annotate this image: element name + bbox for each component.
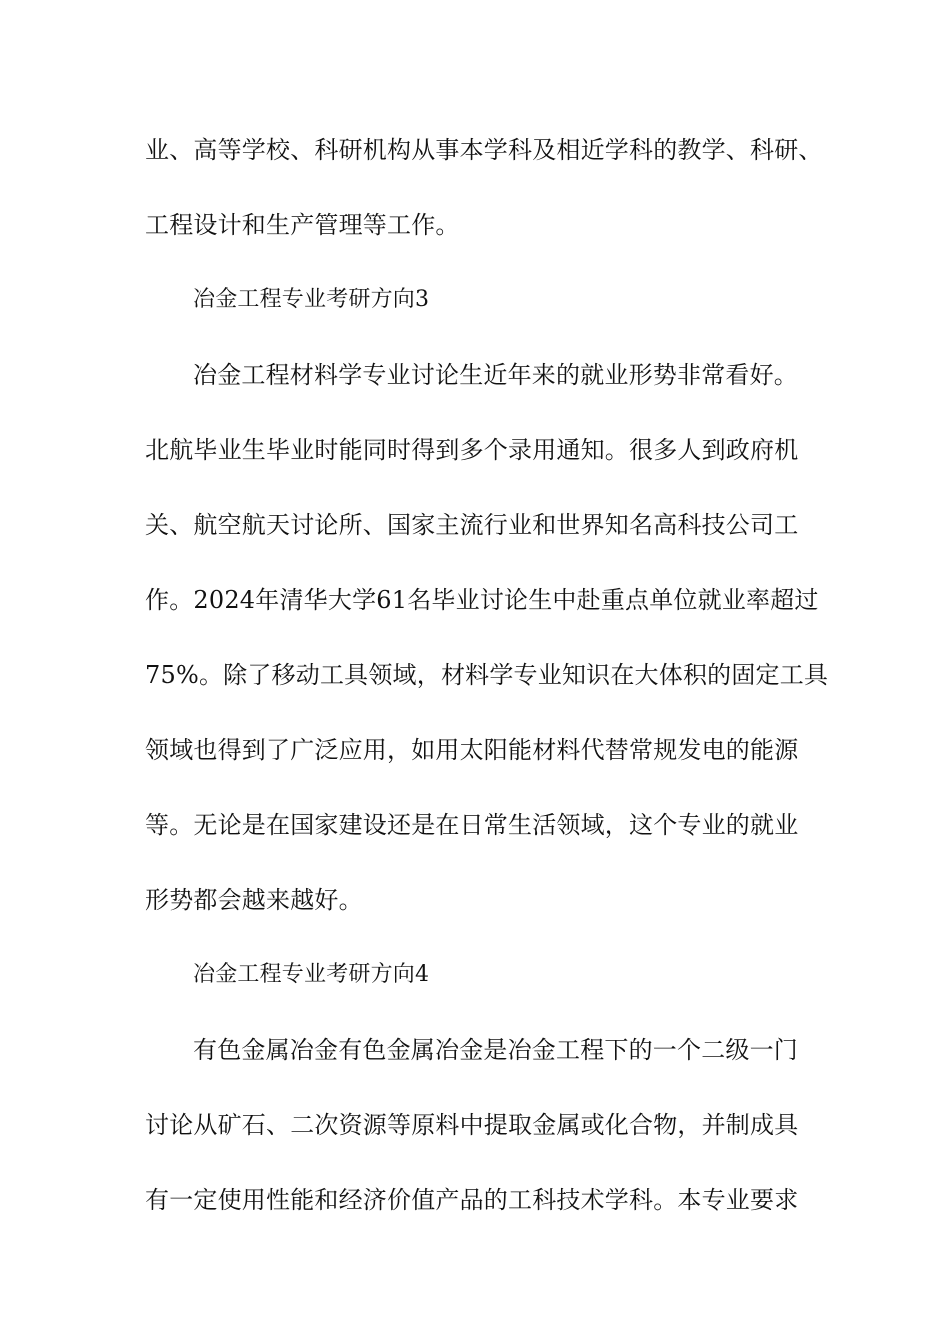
section-heading: 冶金工程专业考研方向4 xyxy=(193,962,430,987)
paragraph-line: 工程设计和生产管理等工作。 xyxy=(145,211,460,239)
paragraph-line: 等。无论是在国家建设还是在日常生活领域，这个专业的就业 xyxy=(145,811,799,839)
paragraph-line: 冶金工程材料学专业讨论生近年来的就业形势非常看好。 xyxy=(193,361,798,389)
section-heading: 冶金工程专业考研方向3 xyxy=(193,287,430,312)
paragraph-line: 讨论从矿石、二次资源等原料中提取金属或化合物，并制成具 xyxy=(145,1111,799,1139)
paragraph-line: 作。2024年清华大学61名毕业讨论生中赴重点单位就业率超过 xyxy=(145,586,819,614)
paragraph-line: 业、高等学校、科研机构从事本学科及相近学科的教学、科研、 xyxy=(145,136,823,164)
paragraph-line: 北航毕业生毕业时能同时得到多个录用通知。很多人到政府机 xyxy=(145,436,799,464)
paragraph-line: 关、航空航天讨论所、国家主流行业和世界知名高科技公司工 xyxy=(145,511,799,539)
paragraph-line: 领域也得到了广泛应用，如用太阳能材料代替常规发电的能源 xyxy=(145,736,799,764)
paragraph-line: 有一定使用性能和经济价值产品的工科技术学科。本专业要求 xyxy=(145,1186,799,1214)
paragraph-line: 形势都会越来越好。 xyxy=(145,886,363,914)
paragraph-line: 75%。除了移动工具领域，材料学专业知识在大体积的固定工具 xyxy=(145,661,829,689)
paragraph-line: 有色金属冶金有色金属冶金是冶金工程下的一个二级一门 xyxy=(193,1036,798,1064)
